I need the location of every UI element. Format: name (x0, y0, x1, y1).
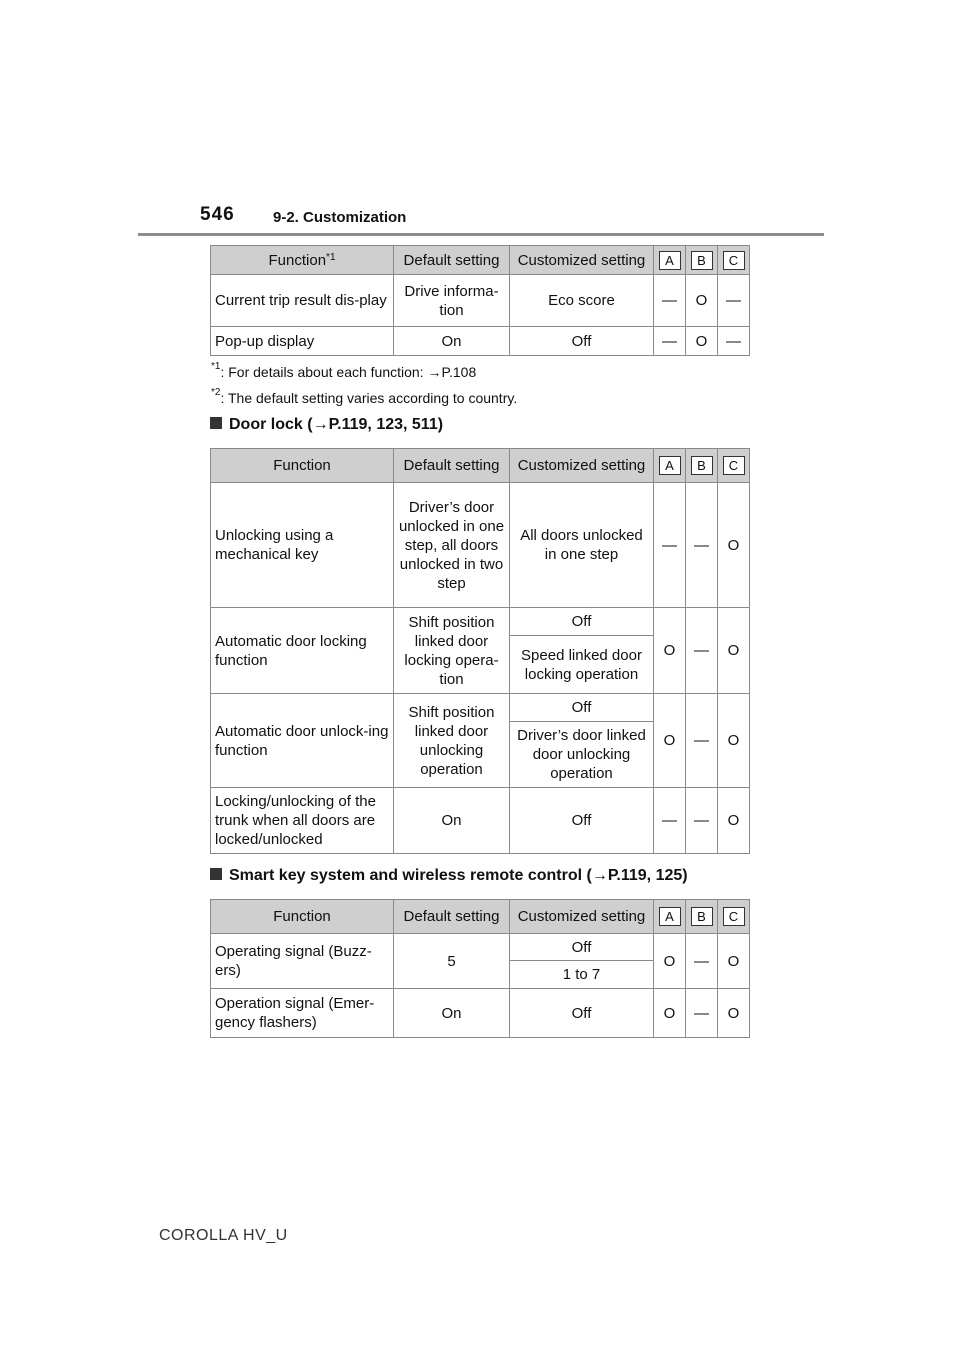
customized-cell: Eco score (510, 275, 654, 327)
b-cell: O (686, 327, 718, 356)
default-cell: Shift position linked door locking opera-tion (394, 608, 510, 694)
function-cell: Current trip result dis-play (211, 275, 394, 327)
page-number: 546 (200, 204, 235, 225)
column-function: Function$^{*1}$ (211, 246, 394, 275)
a-cell: O (654, 694, 686, 788)
function-cell: Automatic door unlock-ing function (211, 694, 394, 788)
table-door-lock (210, 448, 750, 854)
b-cell: — (686, 934, 718, 989)
c-cell: O (718, 934, 750, 989)
a-cell: — (654, 275, 686, 327)
customized-cell: Driver’s door linked door unlocking operation (510, 722, 654, 788)
function-cell: Pop-up display (211, 327, 394, 356)
column-a (654, 246, 686, 275)
function-cell: Automatic door locking function (211, 608, 394, 694)
table-row (211, 788, 750, 854)
default-cell: On (394, 788, 510, 854)
footnote-1: $^{*1}$: For details about each function: →P.108 (211, 361, 477, 380)
column-function: Function (211, 449, 394, 483)
function-cell: Operation signal (Emer-gency flashers) (211, 989, 394, 1038)
a-cell: — (654, 483, 686, 608)
customized-cell: Off (510, 694, 654, 722)
c-box-icon: C (723, 251, 745, 270)
function-cell: Unlocking using a mechanical key (211, 483, 394, 608)
default-cell: On (394, 989, 510, 1038)
table-display-settings (210, 245, 750, 356)
column-b (686, 449, 718, 483)
customized-cell: Off (510, 608, 654, 636)
section-title: 9-2. Customization (273, 209, 407, 226)
default-cell: 5 (394, 934, 510, 989)
square-bullet-icon (210, 868, 222, 880)
table-row (211, 608, 750, 636)
b-box-icon: B (691, 456, 713, 475)
c-cell: — (718, 327, 750, 356)
function-cell: Locking/unlocking of the trunk when all doors are locked/unlocked (211, 788, 394, 854)
table-header-row (211, 900, 750, 934)
default-cell: Drive informa-tion (394, 275, 510, 327)
table-row (211, 694, 750, 722)
c-cell: O (718, 694, 750, 788)
default-cell: On (394, 327, 510, 356)
footnote-2: $^{*2}$: The default setting varies according to country. (211, 387, 518, 406)
a-cell: O (654, 934, 686, 989)
a-cell: O (654, 608, 686, 694)
default-cell: Shift position linked door unlocking operation (394, 694, 510, 788)
b-box-icon: B (691, 907, 713, 926)
c-cell: O (718, 788, 750, 854)
table-row (211, 989, 750, 1038)
b-box-icon: B (691, 251, 713, 270)
c-cell: O (718, 483, 750, 608)
a-box-icon: A (659, 907, 681, 926)
customized-cell: Speed linked door locking operation (510, 636, 654, 694)
b-cell: — (686, 989, 718, 1038)
table-row (211, 934, 750, 961)
column-a (654, 449, 686, 483)
table-row (211, 275, 750, 327)
table-header-row (211, 246, 750, 275)
c-cell: O (718, 608, 750, 694)
column-customized-setting: Customized setting (510, 900, 654, 934)
c-box-icon: C (723, 456, 745, 475)
column-function: Function (211, 900, 394, 934)
column-c (718, 246, 750, 275)
default-cell: Driver’s door unlocked in one step, all doors unlocked in two step (394, 483, 510, 608)
column-c (718, 900, 750, 934)
header-rule (138, 233, 824, 236)
column-a (654, 900, 686, 934)
column-customized-setting: Customized setting (510, 246, 654, 275)
square-bullet-icon (210, 417, 222, 429)
table-header-row (211, 449, 750, 483)
customized-cell: Off (510, 989, 654, 1038)
customized-cell: Off (510, 934, 654, 961)
smart-key-heading: Smart key system and wireless remote control (→P.119, 125) (210, 867, 688, 885)
table-smart-key (210, 899, 750, 1038)
b-cell: — (686, 483, 718, 608)
customized-cell: Off (510, 327, 654, 356)
column-customized-setting: Customized setting (510, 449, 654, 483)
b-cell: — (686, 788, 718, 854)
column-default-setting: Default setting (394, 246, 510, 275)
a-box-icon: A (659, 251, 681, 270)
customized-cell: Off (510, 788, 654, 854)
column-b (686, 246, 718, 275)
c-cell: — (718, 275, 750, 327)
c-box-icon: C (723, 907, 745, 926)
a-cell: — (654, 788, 686, 854)
a-box-icon: A (659, 456, 681, 475)
b-cell: O (686, 275, 718, 327)
table-row (211, 327, 750, 356)
customized-cell: All doors unlocked in one step (510, 483, 654, 608)
table-row (211, 483, 750, 608)
column-default-setting: Default setting (394, 900, 510, 934)
b-cell: — (686, 694, 718, 788)
customized-cell: 1 to 7 (510, 961, 654, 989)
function-cell: Operating signal (Buzz-ers) (211, 934, 394, 989)
c-cell: O (718, 989, 750, 1038)
column-default-setting: Default setting (394, 449, 510, 483)
a-cell: O (654, 989, 686, 1038)
door-lock-heading: Door lock (→P.119, 123, 511) (210, 416, 443, 434)
column-b (686, 900, 718, 934)
b-cell: — (686, 608, 718, 694)
footer-model: COROLLA HV_U (159, 1227, 288, 1244)
column-c (718, 449, 750, 483)
a-cell: — (654, 327, 686, 356)
